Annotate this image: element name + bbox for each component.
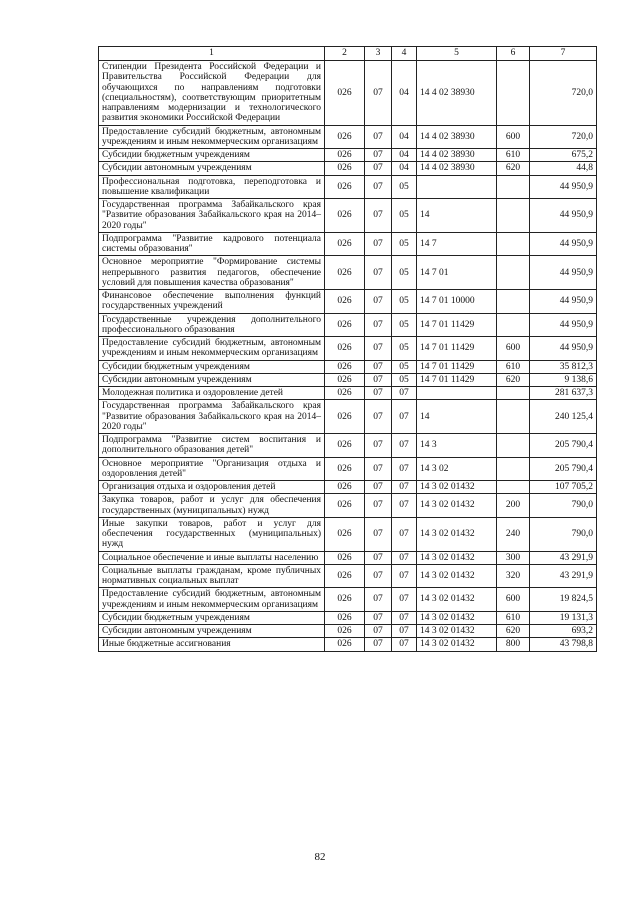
row-expense-type-cell: 620 xyxy=(497,373,530,386)
row-amount-cell: 205 790,4 xyxy=(530,457,597,481)
row-code-cell: 026 xyxy=(325,149,365,162)
row-amount-cell: 240 125,4 xyxy=(530,400,597,434)
row-expense-type-cell: 600 xyxy=(497,125,530,149)
table-body xyxy=(99,47,597,652)
row-code-cell: 026 xyxy=(325,494,365,518)
row-expense-type-cell: 610 xyxy=(497,149,530,162)
row-name-cell: Предоставление субсидий бюджетным, автономным учреждениям и иным некоммерческим организациям xyxy=(99,125,325,149)
row-amount-cell: 281 637,3 xyxy=(530,387,597,400)
row-subsection-cell: 07 xyxy=(392,517,417,551)
row-name-cell: Финансовое обеспечение выполнения функций государственных учреждений xyxy=(99,290,325,314)
table-row xyxy=(99,564,597,588)
row-expense-type-cell xyxy=(497,61,530,126)
row-subsection-cell: 07 xyxy=(392,625,417,638)
row-expense-type-cell xyxy=(497,400,530,434)
table-row xyxy=(99,611,597,624)
row-subsection-cell: 07 xyxy=(392,387,417,400)
row-code-cell: 026 xyxy=(325,611,365,624)
row-target-cell: 14 3 02 01432 xyxy=(417,494,497,518)
table-row xyxy=(99,494,597,518)
row-expense-type-cell: 800 xyxy=(497,638,530,651)
row-subsection-cell: 07 xyxy=(392,564,417,588)
table-row xyxy=(99,434,597,458)
row-code-cell: 026 xyxy=(325,199,365,233)
row-amount-cell: 675,2 xyxy=(530,149,597,162)
row-name-cell: Стипендии Президента Российской Федерации и Правительства Российской Федерации для обучающихся по направлениям подготовки (специальностям), соответствующим приоритетным направлениям модернизации и технологического развития экономики Российской Федерации xyxy=(99,61,325,126)
row-code-cell: 026 xyxy=(325,625,365,638)
row-subsection-cell: 05 xyxy=(392,290,417,314)
row-name-cell: Социальное обеспечение и иные выплаты населению xyxy=(99,551,325,564)
row-section-cell: 07 xyxy=(365,551,392,564)
table-row xyxy=(99,588,597,612)
table-row xyxy=(99,61,597,126)
row-code-cell: 026 xyxy=(325,232,365,256)
row-section-cell: 07 xyxy=(365,564,392,588)
row-target-cell: 14 3 02 01432 xyxy=(417,638,497,651)
row-target-cell: 14 3 02 01432 xyxy=(417,481,497,494)
row-expense-type-cell: 600 xyxy=(497,588,530,612)
table-row xyxy=(99,337,597,361)
table-row xyxy=(99,313,597,337)
row-code-cell: 026 xyxy=(325,564,365,588)
row-target-cell: 14 7 01 11429 xyxy=(417,313,497,337)
row-amount-cell: 44 950,9 xyxy=(530,290,597,314)
row-subsection-cell: 05 xyxy=(392,337,417,361)
row-expense-type-cell: 610 xyxy=(497,611,530,624)
row-expense-type-cell xyxy=(497,434,530,458)
row-subsection-cell: 05 xyxy=(392,313,417,337)
row-section-cell: 07 xyxy=(365,61,392,126)
row-code-cell: 026 xyxy=(325,373,365,386)
row-section-cell: 07 xyxy=(365,625,392,638)
row-name-cell: Организация отдыха и оздоровления детей xyxy=(99,481,325,494)
budget-table xyxy=(98,46,597,652)
row-subsection-cell: 05 xyxy=(392,373,417,386)
row-name-cell: Подпрограмма "Развитие кадрового потенциала системы образования" xyxy=(99,232,325,256)
row-subsection-cell: 07 xyxy=(392,638,417,651)
row-expense-type-cell xyxy=(497,175,530,199)
row-target-cell: 14 4 02 38930 xyxy=(417,162,497,175)
row-amount-cell: 720,0 xyxy=(530,125,597,149)
row-section-cell: 07 xyxy=(365,162,392,175)
table-row xyxy=(99,360,597,373)
row-code-cell: 026 xyxy=(325,125,365,149)
header-cell: 3 xyxy=(365,47,392,61)
row-target-cell: 14 4 02 38930 xyxy=(417,61,497,126)
table-row xyxy=(99,517,597,551)
row-section-cell: 07 xyxy=(365,290,392,314)
row-code-cell: 026 xyxy=(325,400,365,434)
row-section-cell: 07 xyxy=(365,481,392,494)
table-row xyxy=(99,162,597,175)
row-section-cell: 07 xyxy=(365,638,392,651)
table-row xyxy=(99,175,597,199)
row-name-cell: Субсидии бюджетным учреждениям xyxy=(99,360,325,373)
row-target-cell: 14 xyxy=(417,199,497,233)
row-subsection-cell: 07 xyxy=(392,481,417,494)
row-amount-cell: 43 798,8 xyxy=(530,638,597,651)
row-subsection-cell: 07 xyxy=(392,434,417,458)
row-section-cell: 07 xyxy=(365,517,392,551)
row-code-cell: 026 xyxy=(325,457,365,481)
header-cell: 2 xyxy=(325,47,365,61)
row-subsection-cell: 05 xyxy=(392,360,417,373)
row-name-cell: Подпрограмма "Развитие систем воспитания и дополнительного образования детей" xyxy=(99,434,325,458)
row-expense-type-cell xyxy=(497,256,530,290)
row-section-cell: 07 xyxy=(365,611,392,624)
row-name-cell: Закупка товаров, работ и услуг для обеспечения государственных (муниципальных) нужд xyxy=(99,494,325,518)
row-expense-type-cell: 240 xyxy=(497,517,530,551)
table-row xyxy=(99,199,597,233)
row-code-cell: 026 xyxy=(325,162,365,175)
row-amount-cell: 44 950,9 xyxy=(530,175,597,199)
row-amount-cell: 43 291,9 xyxy=(530,551,597,564)
row-target-cell: 14 3 02 xyxy=(417,457,497,481)
row-amount-cell: 44,8 xyxy=(530,162,597,175)
row-expense-type-cell xyxy=(497,481,530,494)
row-code-cell: 026 xyxy=(325,434,365,458)
row-expense-type-cell: 620 xyxy=(497,162,530,175)
row-section-cell: 07 xyxy=(365,588,392,612)
row-subsection-cell: 05 xyxy=(392,175,417,199)
row-target-cell: 14 4 02 38930 xyxy=(417,125,497,149)
row-amount-cell: 693,2 xyxy=(530,625,597,638)
row-target-cell: 14 4 02 38930 xyxy=(417,149,497,162)
row-code-cell: 026 xyxy=(325,517,365,551)
row-amount-cell: 44 950,9 xyxy=(530,256,597,290)
row-target-cell: 14 7 01 10000 xyxy=(417,290,497,314)
row-amount-cell: 205 790,4 xyxy=(530,434,597,458)
row-section-cell: 07 xyxy=(365,199,392,233)
row-section-cell: 07 xyxy=(365,373,392,386)
table-row xyxy=(99,232,597,256)
row-target-cell: 14 7 01 11429 xyxy=(417,337,497,361)
table-row xyxy=(99,125,597,149)
page-number: 82 xyxy=(314,851,326,863)
row-subsection-cell: 05 xyxy=(392,256,417,290)
row-subsection-cell: 04 xyxy=(392,125,417,149)
table-row xyxy=(99,457,597,481)
row-target-cell: 14 7 01 xyxy=(417,256,497,290)
row-target-cell: 14 3 02 01432 xyxy=(417,625,497,638)
row-section-cell: 07 xyxy=(365,387,392,400)
row-target-cell xyxy=(417,387,497,400)
row-name-cell: Социальные выплаты гражданам, кроме публичных нормативных социальных выплат xyxy=(99,564,325,588)
row-expense-type-cell xyxy=(497,232,530,256)
row-code-cell: 026 xyxy=(325,256,365,290)
row-name-cell: Основное мероприятие "Формирование системы непрерывного развития педагогов, обеспечение условий для повышения качества образования" xyxy=(99,256,325,290)
row-subsection-cell: 07 xyxy=(392,457,417,481)
row-section-cell: 07 xyxy=(365,149,392,162)
row-target-cell: 14 7 01 11429 xyxy=(417,360,497,373)
row-code-cell: 026 xyxy=(325,360,365,373)
table-row xyxy=(99,149,597,162)
row-amount-cell: 44 950,9 xyxy=(530,232,597,256)
header-cell: 4 xyxy=(392,47,417,61)
row-code-cell: 026 xyxy=(325,588,365,612)
row-amount-cell: 9 138,6 xyxy=(530,373,597,386)
row-name-cell: Субсидии автономным учреждениям xyxy=(99,162,325,175)
row-code-cell: 026 xyxy=(325,481,365,494)
row-section-cell: 07 xyxy=(365,457,392,481)
row-amount-cell: 19 824,5 xyxy=(530,588,597,612)
row-target-cell: 14 3 02 01432 xyxy=(417,517,497,551)
row-amount-cell: 720,0 xyxy=(530,61,597,126)
row-subsection-cell: 05 xyxy=(392,232,417,256)
row-section-cell: 07 xyxy=(365,125,392,149)
row-expense-type-cell: 620 xyxy=(497,625,530,638)
row-name-cell: Молодежная политика и оздоровление детей xyxy=(99,387,325,400)
row-name-cell: Субсидии автономным учреждениям xyxy=(99,625,325,638)
row-section-cell: 07 xyxy=(365,232,392,256)
row-subsection-cell: 04 xyxy=(392,162,417,175)
row-target-cell: 14 xyxy=(417,400,497,434)
row-amount-cell: 19 131,3 xyxy=(530,611,597,624)
row-expense-type-cell xyxy=(497,290,530,314)
row-name-cell: Государственная программа Забайкальского края "Развитие образования Забайкальского края на 2014–2020 годы" xyxy=(99,199,325,233)
row-name-cell: Иные бюджетные ассигнования xyxy=(99,638,325,651)
row-section-cell: 07 xyxy=(365,313,392,337)
header-row xyxy=(99,47,597,61)
row-amount-cell: 44 950,9 xyxy=(530,313,597,337)
row-name-cell: Государственная программа Забайкальского края "Развитие образования Забайкальского края на 2014–2020 годы" xyxy=(99,400,325,434)
row-code-cell: 026 xyxy=(325,337,365,361)
row-section-cell: 07 xyxy=(365,175,392,199)
row-expense-type-cell: 320 xyxy=(497,564,530,588)
row-code-cell: 026 xyxy=(325,175,365,199)
table-row xyxy=(99,551,597,564)
row-expense-type-cell xyxy=(497,313,530,337)
row-section-cell: 07 xyxy=(365,360,392,373)
row-code-cell: 026 xyxy=(325,551,365,564)
row-target-cell: 14 3 xyxy=(417,434,497,458)
row-section-cell: 07 xyxy=(365,400,392,434)
row-target-cell: 14 3 02 01432 xyxy=(417,564,497,588)
row-target-cell: 14 7 xyxy=(417,232,497,256)
row-target-cell: 14 3 02 01432 xyxy=(417,551,497,564)
header-cell: 5 xyxy=(417,47,497,61)
row-code-cell: 026 xyxy=(325,61,365,126)
row-name-cell: Основное мероприятие "Организация отдыха и оздоровления детей" xyxy=(99,457,325,481)
table-row xyxy=(99,625,597,638)
row-subsection-cell: 07 xyxy=(392,551,417,564)
row-subsection-cell: 07 xyxy=(392,494,417,518)
row-section-cell: 07 xyxy=(365,434,392,458)
row-name-cell: Предоставление субсидий бюджетным, автономным учреждениям и иным некоммерческим организациям xyxy=(99,337,325,361)
row-subsection-cell: 07 xyxy=(392,400,417,434)
table-row xyxy=(99,373,597,386)
table-row xyxy=(99,387,597,400)
table-row xyxy=(99,638,597,651)
header-cell: 1 xyxy=(99,47,325,61)
row-subsection-cell: 04 xyxy=(392,61,417,126)
row-code-cell: 026 xyxy=(325,313,365,337)
header-cell: 6 xyxy=(497,47,530,61)
row-amount-cell: 35 812,3 xyxy=(530,360,597,373)
row-amount-cell: 43 291,9 xyxy=(530,564,597,588)
row-name-cell: Профессиональная подготовка, переподготовка и повышение квалификации xyxy=(99,175,325,199)
row-amount-cell: 44 950,9 xyxy=(530,337,597,361)
row-expense-type-cell: 300 xyxy=(497,551,530,564)
header-cell: 7 xyxy=(530,47,597,61)
row-name-cell: Субсидии бюджетным учреждениям xyxy=(99,611,325,624)
row-expense-type-cell: 600 xyxy=(497,337,530,361)
row-amount-cell: 44 950,9 xyxy=(530,199,597,233)
row-expense-type-cell xyxy=(497,199,530,233)
row-name-cell: Иные закупки товаров, работ и услуг для обеспечения государственных (муниципальных) нужд xyxy=(99,517,325,551)
row-subsection-cell: 04 xyxy=(392,149,417,162)
row-expense-type-cell xyxy=(497,387,530,400)
row-subsection-cell: 05 xyxy=(392,199,417,233)
row-section-cell: 07 xyxy=(365,337,392,361)
row-target-cell: 14 3 02 01432 xyxy=(417,611,497,624)
row-section-cell: 07 xyxy=(365,256,392,290)
row-code-cell: 026 xyxy=(325,638,365,651)
table-row xyxy=(99,256,597,290)
row-code-cell: 026 xyxy=(325,387,365,400)
table-row xyxy=(99,481,597,494)
row-target-cell: 14 3 02 01432 xyxy=(417,588,497,612)
row-expense-type-cell xyxy=(497,457,530,481)
row-amount-cell: 790,0 xyxy=(530,517,597,551)
row-expense-type-cell: 200 xyxy=(497,494,530,518)
row-target-cell: 14 7 01 11429 xyxy=(417,373,497,386)
row-expense-type-cell: 610 xyxy=(497,360,530,373)
row-subsection-cell: 07 xyxy=(392,588,417,612)
row-name-cell: Субсидии бюджетным учреждениям xyxy=(99,149,325,162)
table-row xyxy=(99,290,597,314)
row-name-cell: Предоставление субсидий бюджетным, автономным учреждениям и иным некоммерческим организациям xyxy=(99,588,325,612)
row-name-cell: Субсидии автономным учреждениям xyxy=(99,373,325,386)
row-amount-cell: 790,0 xyxy=(530,494,597,518)
row-target-cell xyxy=(417,175,497,199)
row-amount-cell: 107 705,2 xyxy=(530,481,597,494)
row-code-cell: 026 xyxy=(325,290,365,314)
row-subsection-cell: 07 xyxy=(392,611,417,624)
row-section-cell: 07 xyxy=(365,494,392,518)
table-row xyxy=(99,400,597,434)
row-name-cell: Государственные учреждения дополнительного профессионального образования xyxy=(99,313,325,337)
